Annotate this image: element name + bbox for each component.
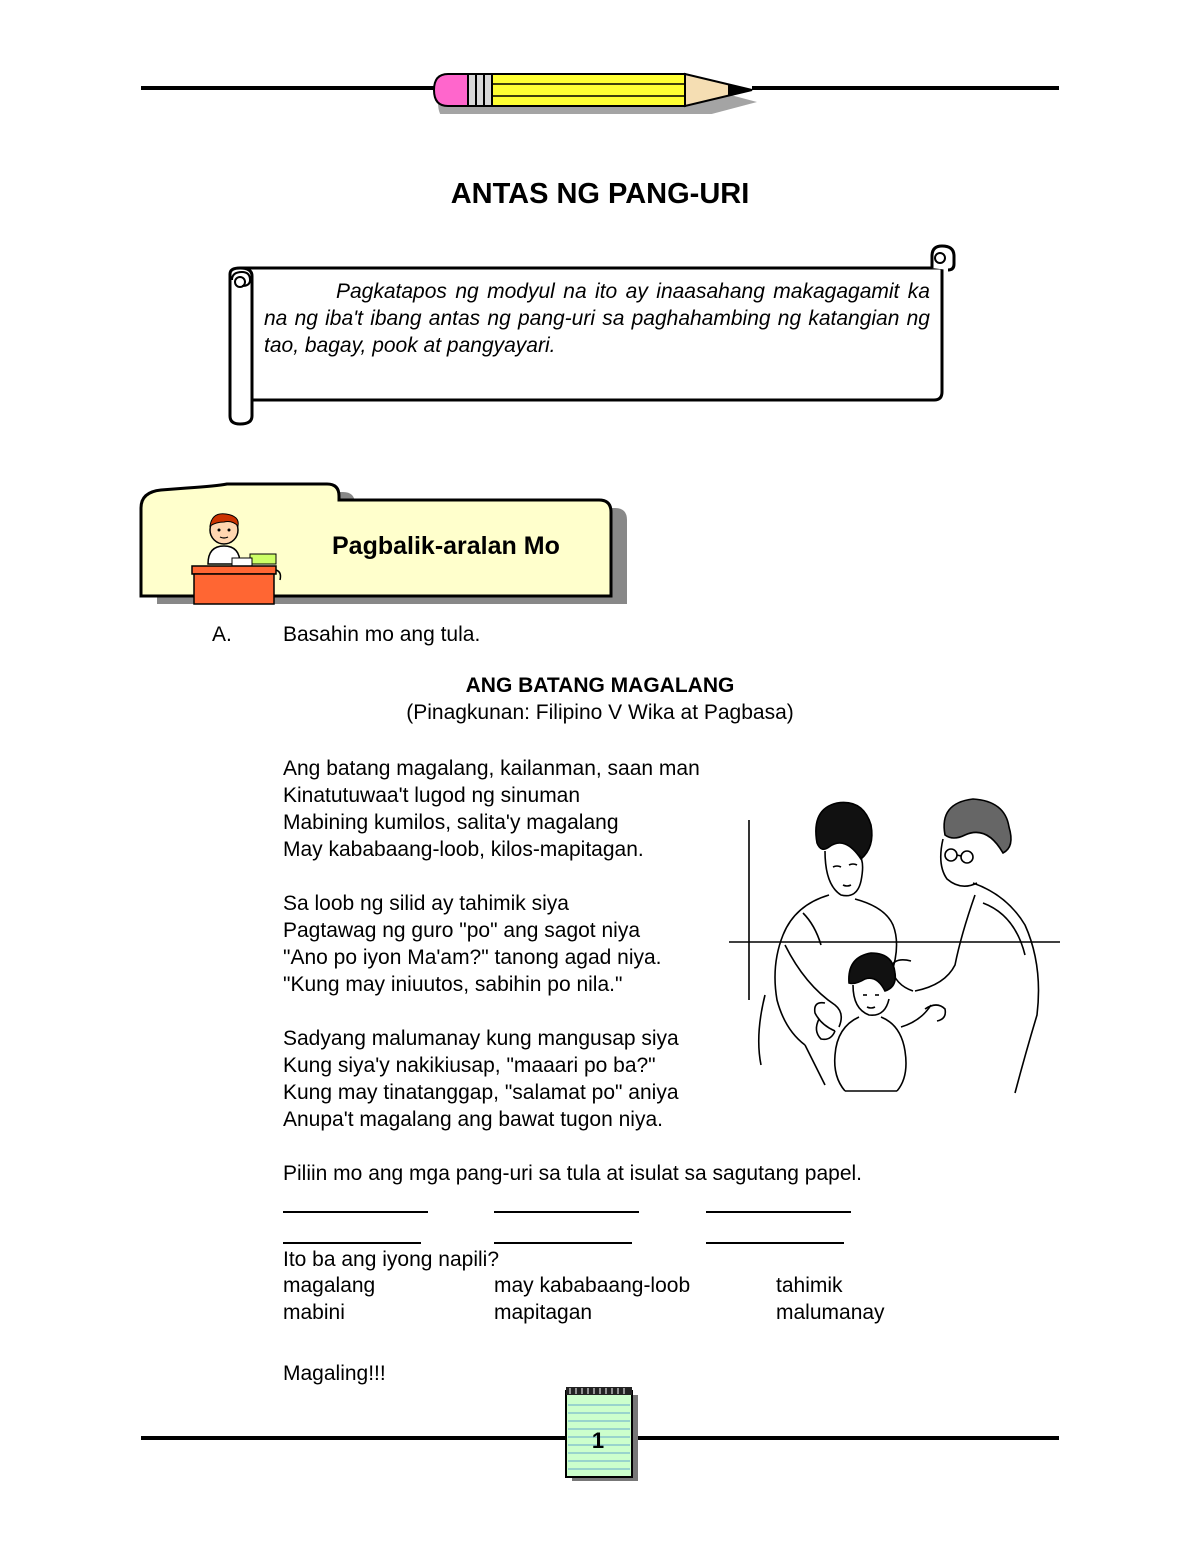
answer-blank[interactable]: [494, 1242, 632, 1244]
poem-source: (Pinagkunan: Filipino V Wika at Pagbasa): [406, 701, 794, 724]
poem-line: Ang batang magalang, kailanman, saan man: [283, 757, 700, 780]
poem-line: Anupa't magalang ang bawat tugon niya.: [283, 1108, 663, 1131]
answer-blank[interactable]: [283, 1242, 421, 1244]
header-rule-right: [752, 86, 1059, 90]
poem-line: May kababaang-loob, kilos-mapitagan.: [283, 838, 644, 861]
page-title: ANTAS NG PANG-URI: [450, 178, 750, 210]
poem-line: "Kung may iniuutos, sabihin po nila.": [283, 973, 623, 996]
check-question: Ito ba ang iyong napili?: [283, 1248, 499, 1271]
item-letter: A.: [212, 623, 232, 646]
answer-word: malumanay: [776, 1301, 885, 1324]
poem-stanza: [283, 1025, 679, 1133]
poem-line: "Ano po iyon Ma'am?" tanong agad niya.: [283, 946, 662, 969]
poem-line: Pagtawag ng guro "po" ang sagot niya: [283, 919, 640, 942]
poem-line: Sadyang malumanay kung mangusap siya: [283, 1027, 679, 1050]
item-instruction: Basahin mo ang tula.: [283, 623, 481, 646]
answer-word: mabini: [283, 1301, 345, 1324]
poem-line: Sa loob ng silid ay tahimik siya: [283, 892, 569, 915]
footer-rule-right: [632, 1436, 1059, 1440]
poem-line: Kung may tinatanggap, "salamat po" aniya: [283, 1081, 679, 1104]
answer-word: magalang: [283, 1274, 376, 1297]
footer-rule-left: [141, 1436, 565, 1440]
answer-word: may kababaang-loob: [494, 1274, 691, 1297]
answer-word: tahimik: [776, 1274, 843, 1297]
poem-title: ANG BATANG MAGALANG: [465, 674, 735, 697]
poem-stanza: [283, 755, 700, 863]
answer-blank[interactable]: [283, 1211, 428, 1213]
poem-line: Mabining kumilos, salita'y magalang: [283, 811, 619, 834]
exercise-instruction: Piliin mo ang mga pang-uri sa tula at isulat sa sagutang papel.: [283, 1162, 863, 1185]
women-and-child-illustration: [725, 795, 1065, 1095]
poem-line: Kinatutuwaa't lugod ng sinuman: [283, 784, 581, 807]
pencil-icon: [430, 66, 766, 114]
header-rule-left: [141, 86, 441, 90]
answer-blank[interactable]: [494, 1211, 639, 1213]
objective-text: Pagkatapos ng modyul na ito ay inaasahang makagagamit ka na ng iba't ibang antas ng pang-uri sa paghahambing ng katangian ng tao, bagay, pook at pangyayari.: [264, 280, 930, 357]
student-at-desk-icon: [188, 510, 288, 606]
answer-word: mapitagan: [494, 1301, 593, 1324]
answer-blank[interactable]: [706, 1211, 851, 1213]
answer-blank[interactable]: [706, 1242, 844, 1244]
poem-line: Kung siya'y nakikiusap, "maaari po ba?": [283, 1054, 656, 1077]
section-title: Pagbalik-aralan Mo: [332, 532, 560, 560]
poem-stanza: [283, 890, 662, 998]
praise-text: Magaling!!!: [283, 1362, 386, 1385]
page-number: 1: [591, 1428, 605, 1453]
